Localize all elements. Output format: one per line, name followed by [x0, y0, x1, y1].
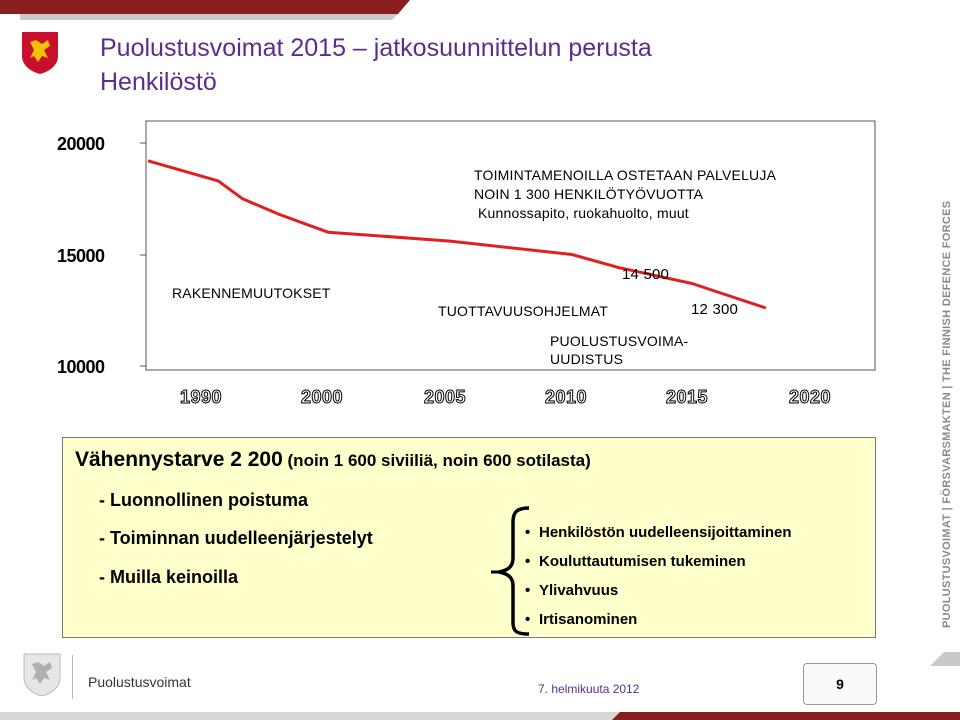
x-tick-label: 2010: [545, 387, 588, 407]
reduction-heading-main: Vähennystarve 2 200: [75, 448, 283, 471]
measure-bullet-item: • Henkilöstön uudelleensijoittaminen: [539, 524, 792, 541]
y-tick-label: 10000: [57, 357, 105, 377]
x-tick-label: 2000: [301, 387, 344, 407]
page-number-box: [803, 663, 877, 705]
annotation-outsourcing-line1: TOIMINTAMENOILLA OSTETAAN PALVELUJA: [474, 167, 777, 183]
y-tick-label: 20000: [57, 134, 105, 154]
measure-bullet-item: • Irtisanominen: [539, 611, 637, 628]
footer-organization: Puolustusvoimat: [88, 674, 191, 690]
reduction-method-item: - Muilla keinoilla: [99, 567, 239, 587]
sidebar-vertical-text: PUOLUSTUSVOIMAT | FÖRSVARSMAKTEN | THE FINNISH DEFENCE FORCES: [941, 200, 953, 628]
annotation-uudistus-line1: PUOLUSTUSVOIMA-: [550, 333, 689, 349]
y-tick-label: 15000: [57, 246, 105, 266]
reduction-heading: [75, 448, 591, 472]
plot-area: [146, 121, 875, 370]
x-tick-label: 1990: [180, 387, 223, 407]
annotation-uudistus-line2: UUDISTUS: [550, 351, 624, 367]
page-number: 9: [836, 676, 844, 692]
annotation-outsourcing-line3: Kunnossapito, ruokahuolto, muut: [478, 205, 689, 221]
reduction-method-item: - Toiminnan uudelleenjärjestelyt: [99, 528, 373, 548]
annotation-value-2010: 14 500: [622, 266, 670, 283]
footer-divider: [72, 655, 73, 699]
slide-title: Puolustusvoimat 2015 – jatkosuunnittelun perusta: [100, 34, 652, 62]
x-tick-label: 2015: [666, 387, 709, 407]
annotation-value-2015: 12 300: [691, 301, 739, 318]
annotation-rakennemuutokset: RAKENNEMUUTOKSET: [172, 285, 331, 301]
x-tick-label: 2005: [424, 387, 467, 407]
annotation-outsourcing-line2: NOIN 1 300 HENKILÖTYÖVUOTTA: [474, 186, 704, 202]
measure-bullet-item: • Kouluttautumisen tukeminen: [539, 553, 746, 570]
x-tick-label: 2020: [789, 387, 832, 407]
footer-decorative-bar: [0, 712, 960, 720]
reduction-heading-detail: (noin 1 600 siviiliä, noin 600 sotilasta): [282, 451, 591, 470]
reduction-method-item: - Luonnollinen poistuma: [99, 490, 308, 510]
lion-emblem-footer-icon: [22, 652, 62, 696]
annotation-tuottavuusohjelmat: TUOTTAVUUSOHJELMAT: [438, 303, 609, 319]
footer-date: 7. helmikuuta 2012: [538, 682, 640, 696]
corner-arrow-icon: [930, 646, 960, 666]
measure-bullet-item: • Ylivahvuus: [539, 582, 618, 599]
slide-subtitle: Henkilöstö: [100, 68, 217, 96]
reduction-info-box: [62, 437, 876, 638]
